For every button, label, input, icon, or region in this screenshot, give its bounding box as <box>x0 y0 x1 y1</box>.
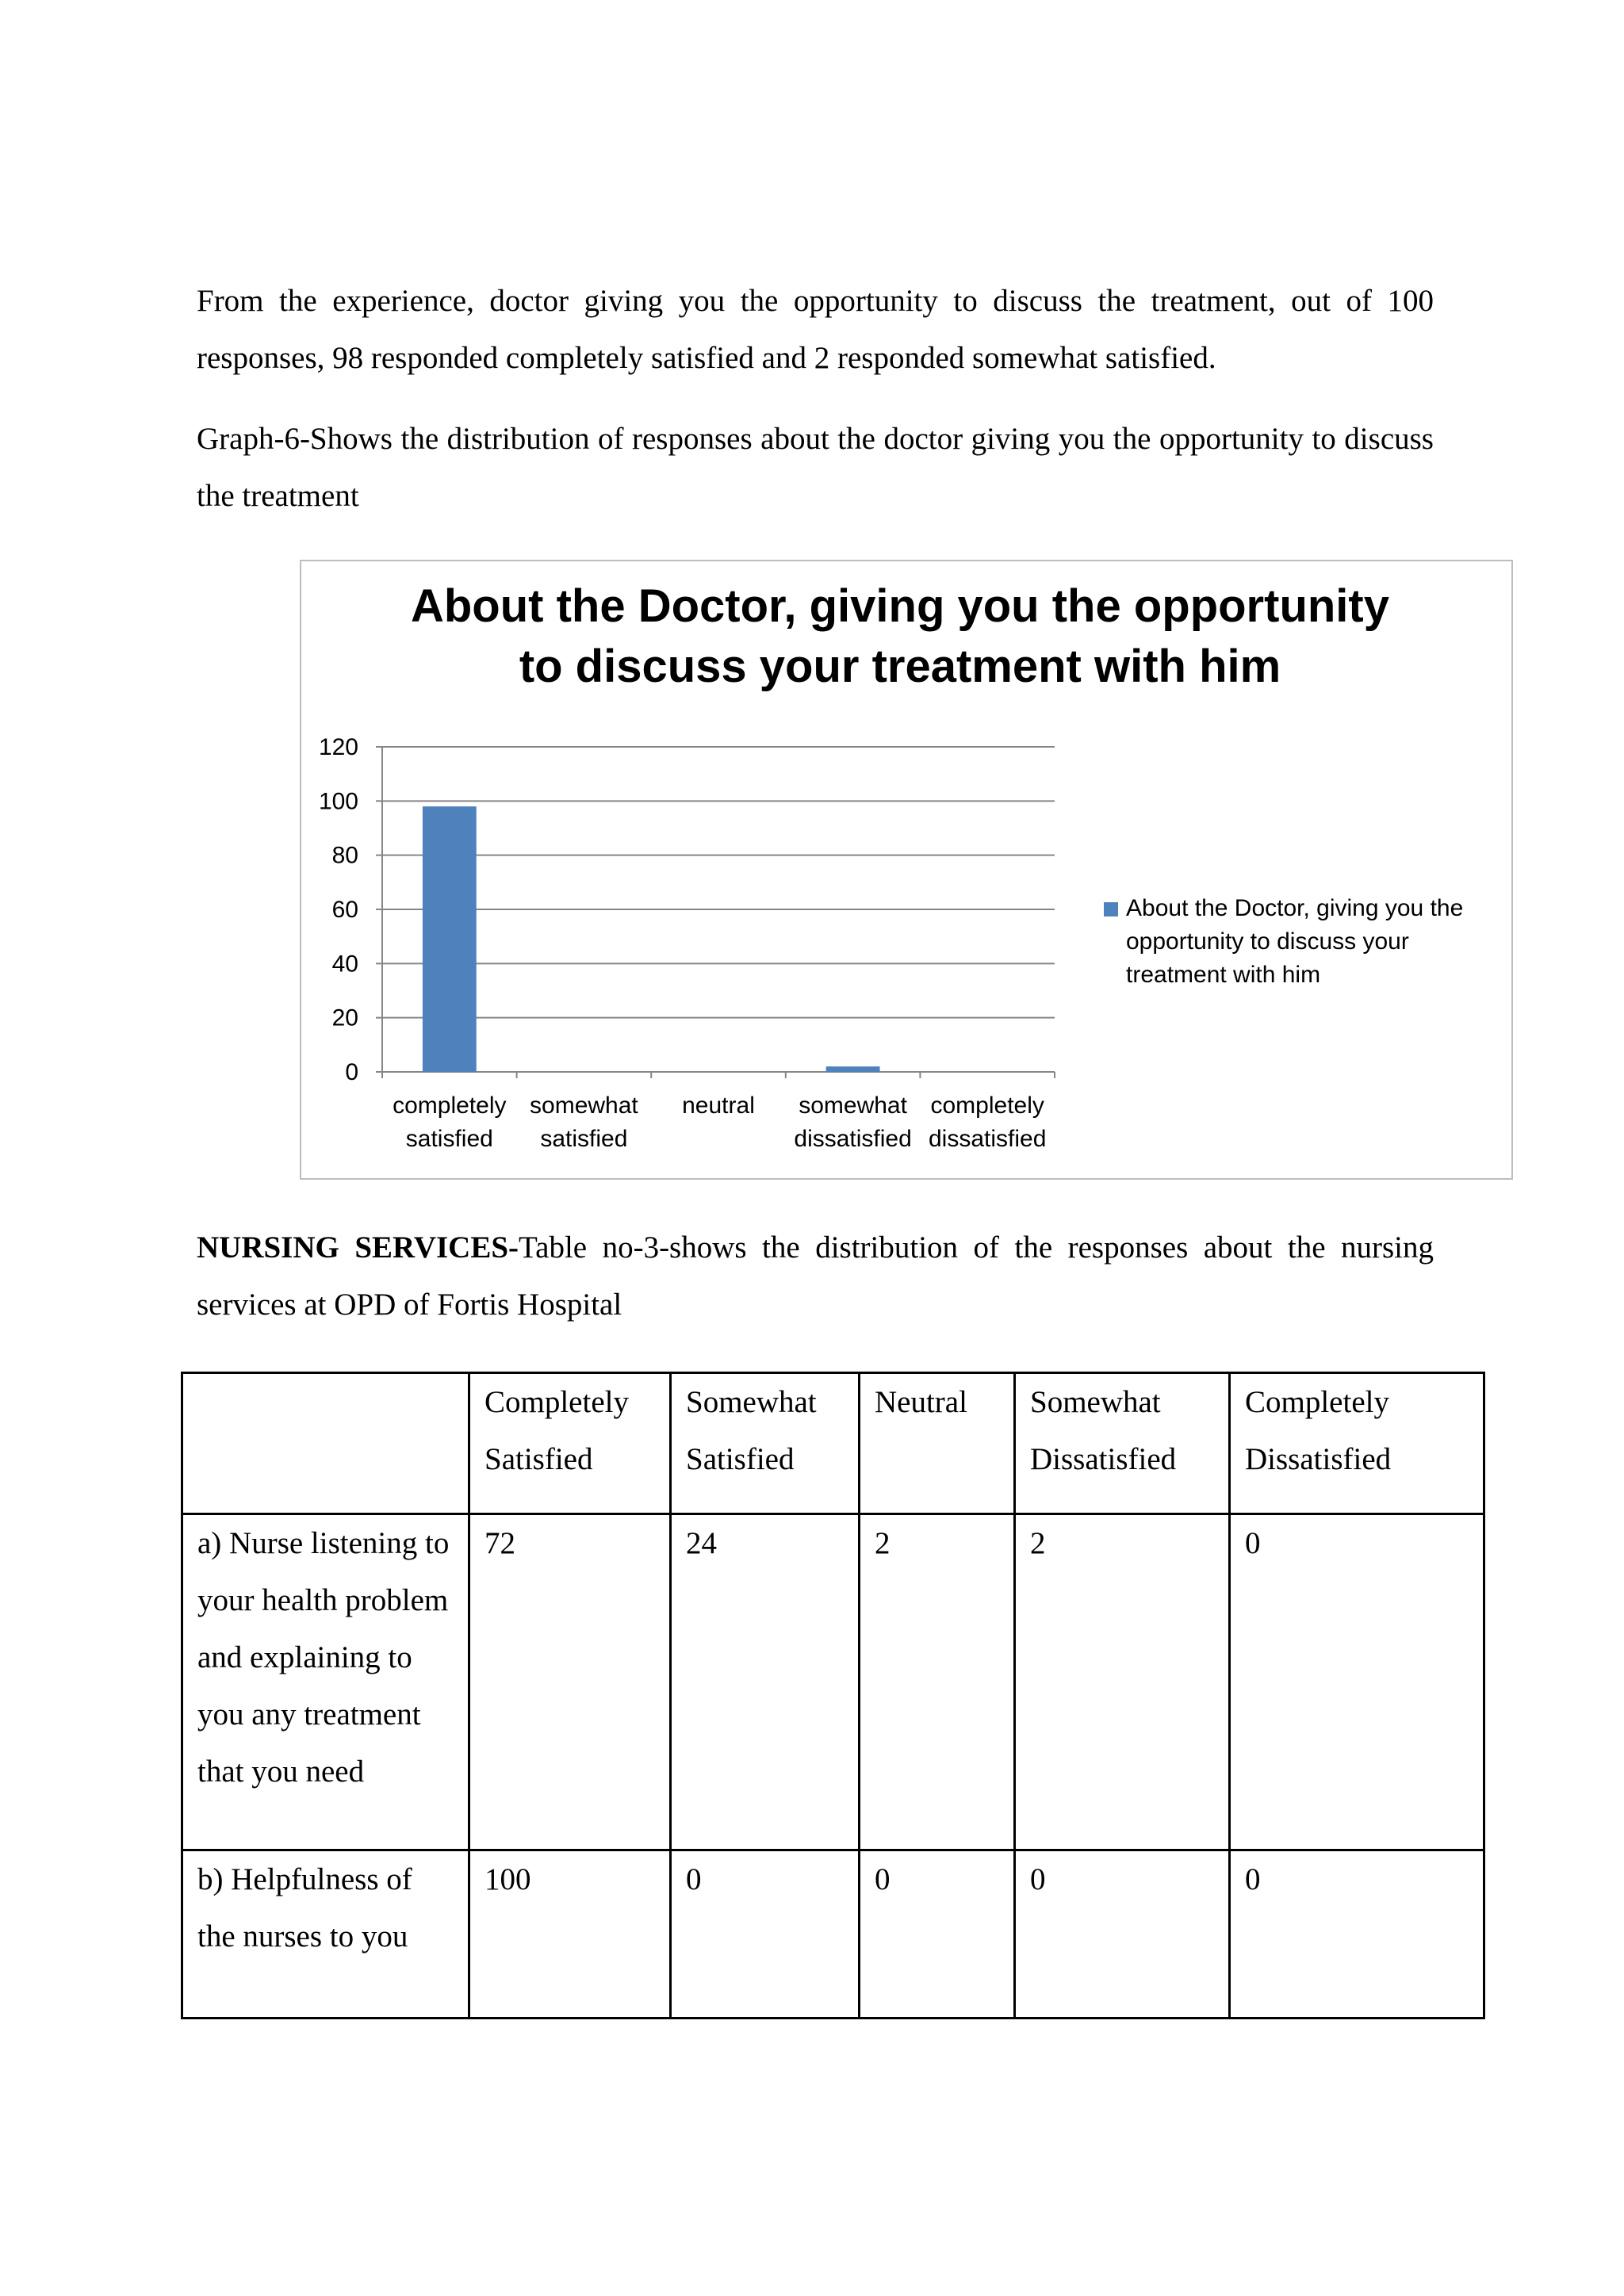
nursing-services-text: Table no-3-shows the distribution of the responses about the nursing services at OPD of Fortis Hospital <box>197 1230 1434 1322</box>
y-tick-label: 120 <box>318 734 358 760</box>
table-row <box>182 1850 1484 2019</box>
table-header-row <box>182 1373 1484 1514</box>
header-somewhat-satisfied: Somewhat Satisfied <box>671 1373 860 1514</box>
y-tick-label: 80 <box>331 842 358 869</box>
nursing-services-heading: NURSING SERVICES- <box>197 1230 519 1265</box>
legend-text-line-1: About the Doctor, giving you the <box>1126 895 1464 921</box>
cell-somewhat-satisfied: 0 <box>671 1850 860 2019</box>
cell-somewhat-dissatisfied: 0 <box>1015 1850 1230 2019</box>
header-neutral: Neutral <box>860 1373 1015 1514</box>
x-category-label: somewhat <box>799 1093 907 1119</box>
x-category-label: satisfied <box>540 1126 628 1152</box>
x-category-label: dissatisfied <box>928 1126 1047 1152</box>
x-category-label: somewhat <box>530 1093 638 1119</box>
header-completely-satisfied: Completely Satisfied <box>469 1373 671 1514</box>
header-completely-dissatisfied: Completely Dissatisfied <box>1230 1373 1484 1514</box>
bar-chart <box>300 560 1513 1180</box>
header-somewhat-dissatisfied: Somewhat Dissatisfied <box>1015 1373 1230 1514</box>
legend-swatch <box>1104 902 1118 916</box>
chart-canvas <box>301 561 1515 1181</box>
chart-title-line-1: About the Doctor, giving you the opportunity <box>410 580 1390 632</box>
intro-paragraph: From the experience, doctor giving you the opportunity to discuss the treatment, out of 100 responses, 98 responded completely satisfied and 2 responded somewhat satisfied. <box>197 284 1434 375</box>
cell-completely-dissatisfied: 0 <box>1230 1514 1484 1850</box>
y-tick-label: 20 <box>331 1004 358 1031</box>
y-tick-label: 100 <box>318 788 358 815</box>
cell-somewhat-dissatisfied: 2 <box>1015 1514 1230 1850</box>
row-label: b) Helpfulness of the nurses to you <box>182 1850 469 2019</box>
chart-legend <box>1104 895 1463 988</box>
nursing-services-table <box>181 1372 1485 2019</box>
x-category-label: neutral <box>682 1093 755 1119</box>
cell-somewhat-satisfied: 24 <box>671 1514 860 1850</box>
cell-neutral: 2 <box>860 1514 1015 1850</box>
y-tick-label: 0 <box>345 1059 358 1085</box>
bar <box>826 1066 880 1072</box>
legend-text-line-3: treatment with him <box>1126 962 1321 988</box>
x-category-label: completely <box>393 1093 507 1119</box>
cell-completely-satisfied: 100 <box>469 1850 671 2019</box>
legend-text-line-2: opportunity to discuss your <box>1126 928 1409 955</box>
cell-completely-dissatisfied: 0 <box>1230 1850 1484 2019</box>
x-category-label: dissatisfied <box>794 1126 912 1152</box>
cell-completely-satisfied: 72 <box>469 1514 671 1850</box>
bars <box>423 806 880 1072</box>
x-category-label: satisfied <box>405 1126 493 1152</box>
cell-neutral: 0 <box>860 1850 1015 2019</box>
bar <box>423 806 477 1072</box>
y-tick-label: 40 <box>331 951 358 978</box>
axes <box>376 747 1055 1078</box>
row-label: a) Nurse listening to your health problem and explaining to you any treatment that you need <box>182 1514 469 1850</box>
header-cell-empty <box>182 1373 469 1514</box>
gridlines <box>382 747 1055 1018</box>
x-category-label: completely <box>930 1093 1044 1119</box>
table-row <box>182 1514 1484 1850</box>
y-tick-label: 60 <box>331 897 358 923</box>
nursing-services-paragraph <box>197 1219 1434 1334</box>
chart-title-line-2: to discuss your treatment with him <box>519 641 1281 692</box>
graph-caption: Graph-6-Shows the distribution of responses about the doctor giving you the opportunity to discuss the treatment <box>197 422 1434 513</box>
